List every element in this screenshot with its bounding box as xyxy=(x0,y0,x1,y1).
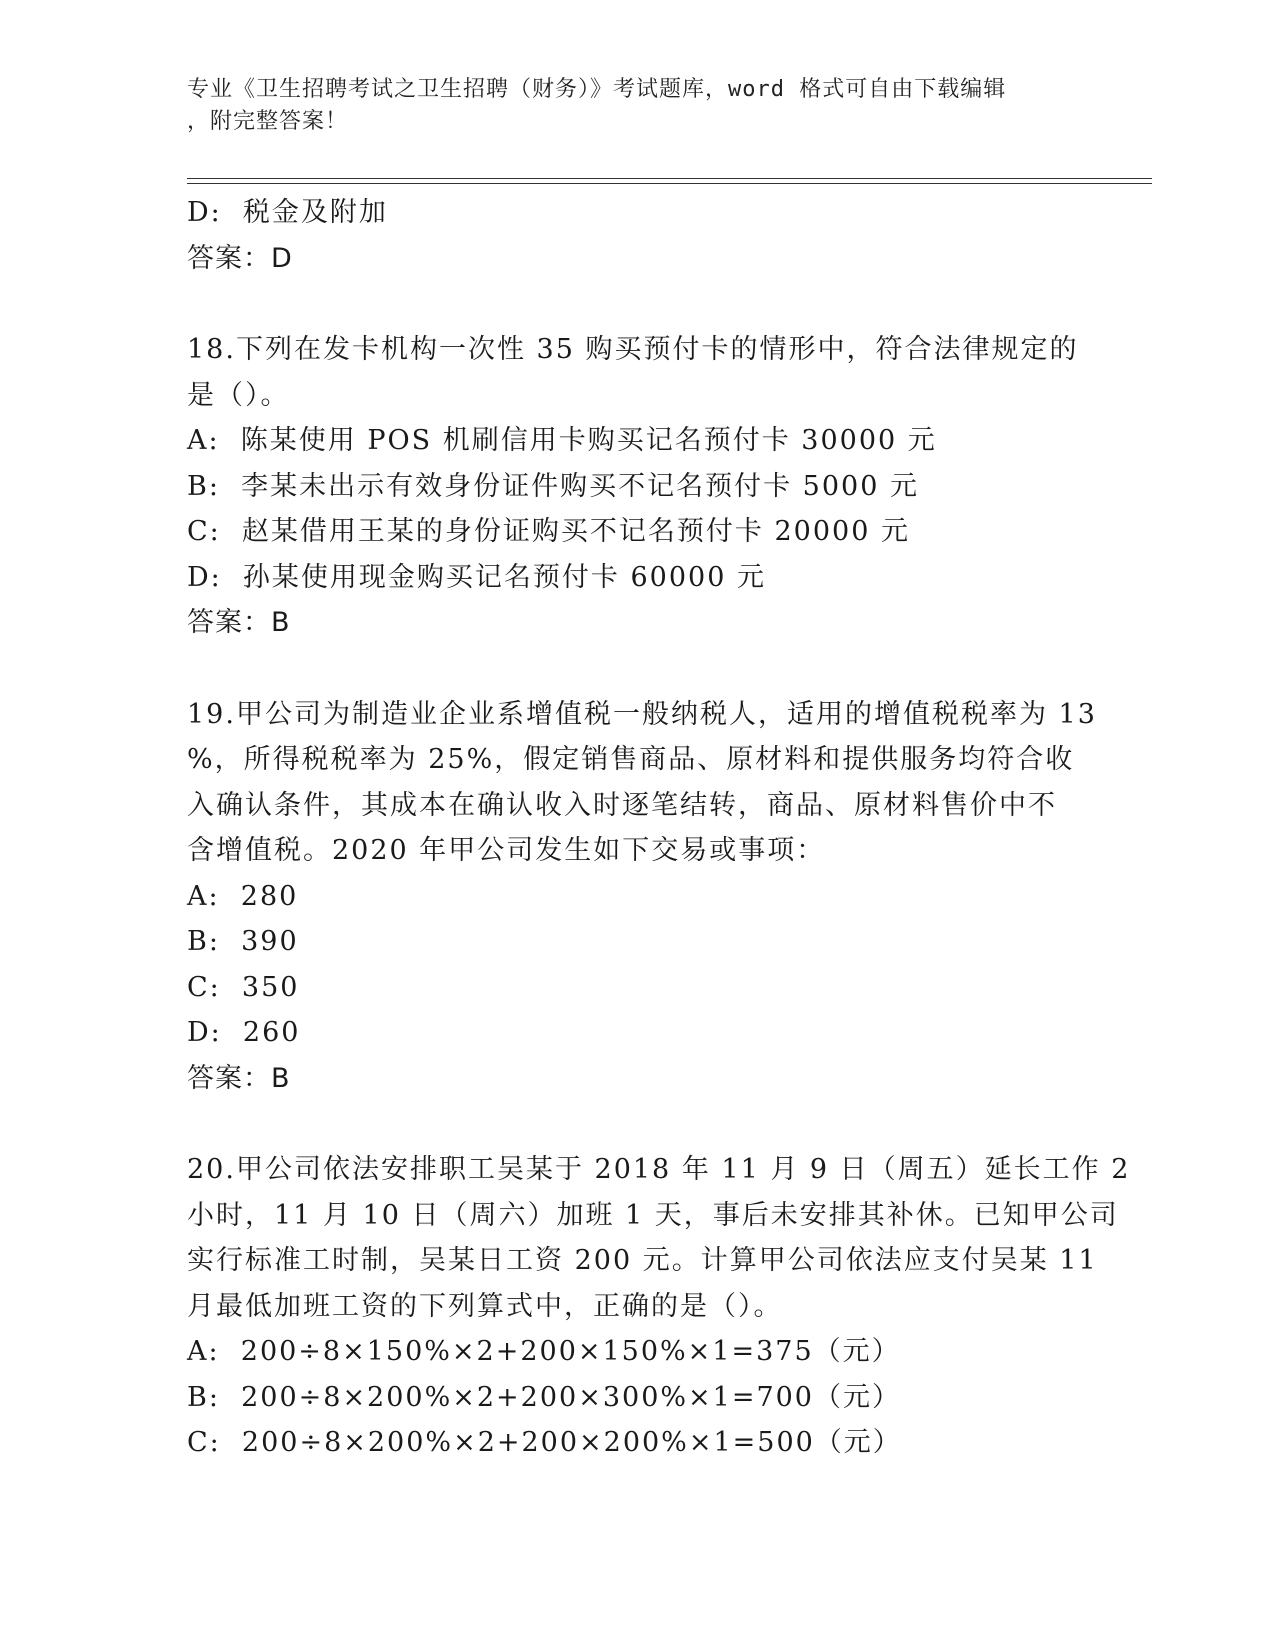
option-b: B: 200÷8×200%×2+200×300%×1=700（元） xyxy=(187,1381,901,1413)
option-a: A: 200÷8×150%×2+200×150%×1=375（元） xyxy=(187,1336,901,1367)
option-d: D: 孙某使用现金购买记名预付卡 60000 元 xyxy=(187,561,766,593)
question-stem-line: 实行标准工时制，吴某日工资 200 元。计算甲公司依法应支付吴某 11 xyxy=(187,1245,1098,1276)
option-c: C: 200÷8×200%×2+200×200%×1=500（元） xyxy=(187,1427,902,1458)
question-stem-line: 小时，11 月 10 日（周六）加班 1 天，事后未安排其补休。已知甲公司 xyxy=(187,1199,1119,1231)
spacer xyxy=(187,1101,1087,1147)
option-d: D: 260 xyxy=(187,1017,301,1048)
question-stem-line: %，所得税税率为 25%，假定销售商品、原材料和提供服务均符合收 xyxy=(187,744,1075,775)
option-b: B: 390 xyxy=(187,926,299,957)
header-line-1: 专业《卫生招聘考试之卫生招聘（财务）》考试题库，word 格式可自由下载编辑 xyxy=(187,77,1007,102)
answer-line: 答案：D xyxy=(187,242,293,274)
question-list xyxy=(187,190,1131,1466)
header-divider-bottom xyxy=(187,183,1152,184)
question-18 xyxy=(187,327,1087,646)
option-c: C: 350 xyxy=(187,971,300,1003)
question-stem-line: 18.下列在发卡机构一次性 35 购买预付卡的情形中，符合法律规定的 xyxy=(187,334,1079,365)
header-divider-top xyxy=(187,178,1152,179)
question-stem-line: 月最低加班工资的下列算式中，正确的是（）。 xyxy=(187,1290,783,1322)
option-d: D: 税金及附加 xyxy=(187,197,388,228)
answer-line: 答案：B xyxy=(187,607,291,638)
option-c: C: 赵某借用王某的身份证购买不记名预付卡 20000 元 xyxy=(187,516,910,547)
answer-line: 答案：B xyxy=(187,1062,291,1094)
option-a: A: 陈某使用 POS 机刷信用卡购买记名预付卡 30000 元 xyxy=(187,425,937,456)
question-19 xyxy=(187,692,1097,1102)
question-stem-line: 20.甲公司依法安排职工吴某于 2018 年 11 月 9 日（周五）延长工作 2 xyxy=(187,1154,1131,1185)
spacer xyxy=(187,646,1087,692)
question-17-tail xyxy=(187,190,1087,281)
option-b: B: 李某未出示有效身份证件购买不记名预付卡 5000 元 xyxy=(187,470,919,502)
question-stem-line: 含增值税。2020 年甲公司发生如下交易或事项： xyxy=(187,835,826,866)
question-stem-line: 是（）。 xyxy=(187,379,290,411)
question-stem-line: 19.甲公司为制造业企业系增值税一般纳税人，适用的增值税税率为 13 xyxy=(187,698,1097,730)
header-line-2: ，附完整答案！ xyxy=(187,109,349,134)
question-20 xyxy=(187,1147,1131,1466)
question-stem-line: 入确认条件，其成本在确认收入时逐笔结转，商品、原材料售价中不 xyxy=(187,789,1057,821)
spacer xyxy=(187,281,1087,327)
option-a: A: 280 xyxy=(187,880,299,912)
document-header xyxy=(187,74,1087,138)
